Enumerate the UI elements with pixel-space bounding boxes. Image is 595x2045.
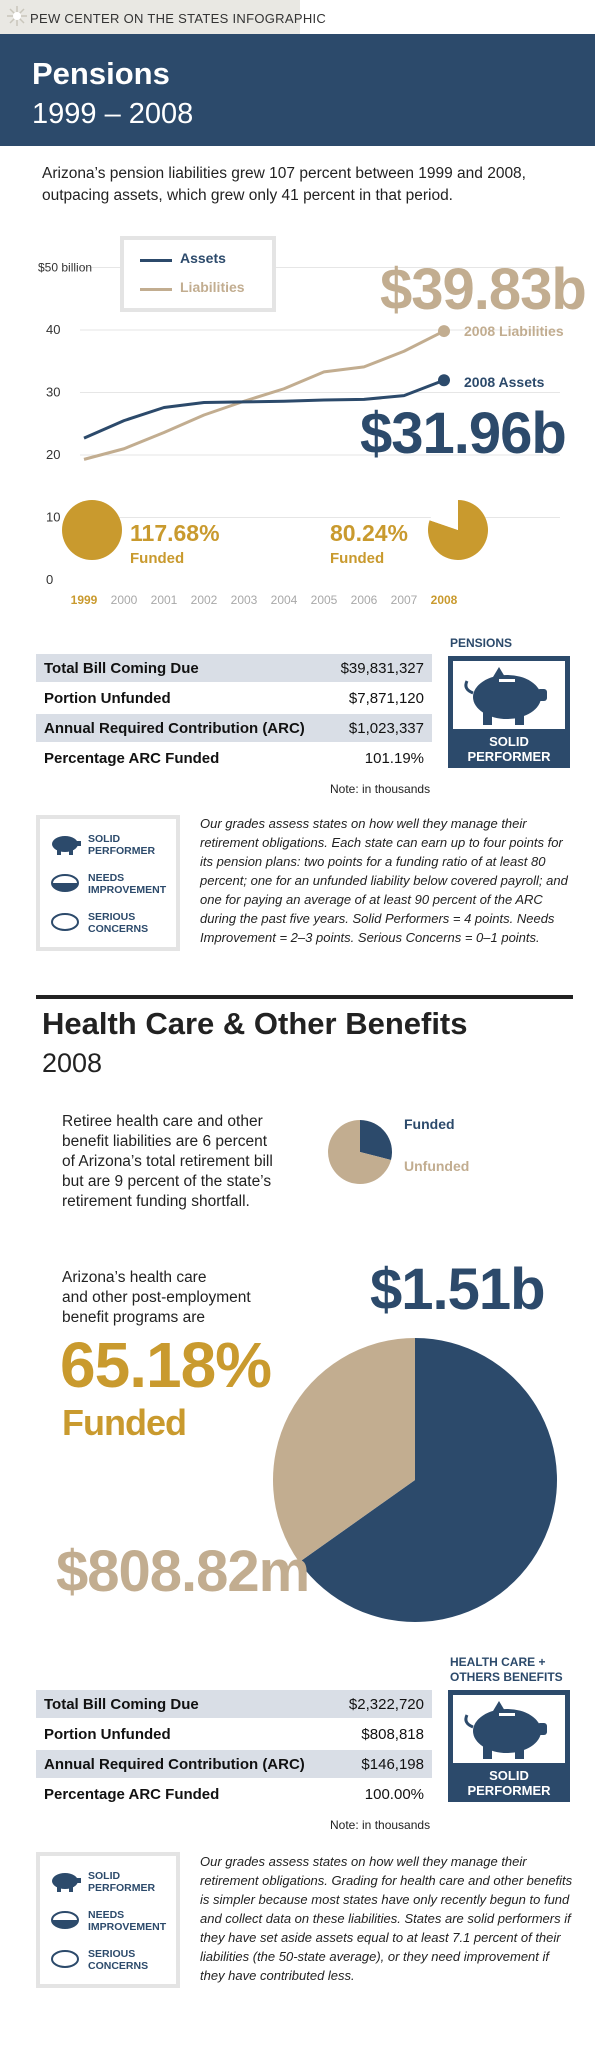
table-row xyxy=(36,744,432,772)
small-pie-funded-label: Funded xyxy=(404,1116,455,1132)
x-tick-label: 2001 xyxy=(150,593,178,607)
row-label: Portion Unfunded xyxy=(44,1726,171,1743)
section-rule xyxy=(36,995,573,999)
table-row xyxy=(36,1720,432,1748)
key-serious-concerns xyxy=(88,1948,148,1972)
health-table xyxy=(36,1690,432,1810)
needs-improvement-icon xyxy=(48,872,84,894)
health-funded-word: Funded xyxy=(62,1402,186,1443)
key-line: CONCERNS xyxy=(88,923,149,935)
page-title: Pensions xyxy=(32,56,170,91)
health-unfunded-big: $808.82m xyxy=(56,1539,310,1604)
y-tick-label: 30 xyxy=(46,384,61,400)
sunburst-icon xyxy=(6,5,28,27)
pension-intro: Arizona’s pension liabilities grew 107 percent between 1999 and 2008, outpacing assets, which grew only 41 percent in that period. xyxy=(42,165,526,204)
legend-swatch-assets xyxy=(140,259,172,262)
text-line: Retiree health care and other xyxy=(62,1113,263,1130)
key-line: PERFORMER xyxy=(88,1882,156,1894)
pension-note: Note: in thousands xyxy=(330,782,431,796)
x-tick-label: 2007 xyxy=(390,593,418,607)
health-funded-pct: 65.18% xyxy=(60,1329,272,1401)
badge-line2: PERFORMER xyxy=(467,749,551,764)
serious-concerns-icon xyxy=(48,911,84,933)
y-tick-label: 10 xyxy=(46,509,61,525)
row-value: $808,818 xyxy=(361,1726,424,1743)
health-share-text xyxy=(62,1112,302,1212)
health-total-big: $1.51b xyxy=(370,1257,545,1322)
health-badge xyxy=(448,1690,570,1802)
piggy-bank-icon xyxy=(453,661,565,729)
funded-2008-pct: 80.24% xyxy=(330,520,409,546)
series-endpoint-liabilities xyxy=(438,325,450,337)
row-value: $2,322,720 xyxy=(348,1696,424,1713)
needs-improvement-icon xyxy=(48,1909,84,1931)
x-tick-label: 2004 xyxy=(270,593,298,607)
y-tick-label: 20 xyxy=(46,447,61,462)
badge-inner xyxy=(453,1695,565,1763)
legend-swatch-liabilities xyxy=(140,288,172,291)
y-tick-label: 40 xyxy=(46,322,61,337)
row-value: $146,198 xyxy=(361,1756,424,1773)
row-label: Percentage ARC Funded xyxy=(44,1786,220,1803)
row-value: $1,023,337 xyxy=(348,720,424,737)
key-solid-performer xyxy=(88,833,155,857)
row-label: Total Bill Coming Due xyxy=(44,660,199,677)
row-label: Portion Unfunded xyxy=(44,690,171,707)
key-line: SOLID xyxy=(88,833,121,845)
legend-label-liabilities: Liabilities xyxy=(180,279,245,295)
grade-key-box xyxy=(36,815,180,951)
funded-2008-word: Funded xyxy=(330,550,385,567)
x-tick-label: 2008 xyxy=(430,593,458,607)
key-line: NEEDS xyxy=(88,1909,125,1921)
pie-slice xyxy=(62,500,122,560)
x-tick-label: 2005 xyxy=(310,593,338,607)
key-line: IMPROVEMENT xyxy=(88,884,167,896)
row-value: $39,831,327 xyxy=(340,660,424,677)
pension-badge-title: PENSIONS xyxy=(450,636,513,650)
small-pie-unfunded-label: Unfunded xyxy=(404,1158,470,1174)
piggy-bank-icon xyxy=(453,1695,565,1763)
serious-concerns-icon xyxy=(48,1948,84,1970)
text-line: of Arizona’s total retirement bill xyxy=(62,1153,273,1170)
text-line: benefit liabilities are 6 percent xyxy=(62,1133,268,1150)
badge-line1: SOLID xyxy=(489,1768,529,1783)
health-grades-text: Our grades assess states on how well they manage their retirement obligations. Grading for health care and other benefits is simpler because most states have only recently begun to fund and collect data on these liabilities. States are solid performers if they have set aside assets equal to at least 7.1 percent of their liabilities (the 50-state average), or they need improvement if they have contributed less. xyxy=(200,1854,573,1983)
table-row xyxy=(36,1780,432,1808)
badge-inner xyxy=(453,661,565,729)
grade-key-box xyxy=(36,1852,180,1988)
badge-line1: SOLID xyxy=(489,734,529,749)
text-line: benefit programs are xyxy=(62,1309,206,1326)
x-tick-label: 2006 xyxy=(350,593,378,607)
pension-table xyxy=(36,654,432,774)
text-line: but are 9 percent of the state’s xyxy=(62,1173,272,1190)
key-line: SOLID xyxy=(88,1870,121,1882)
series-endpoint-assets xyxy=(438,374,450,386)
row-label: Annual Required Contribution (ARC) xyxy=(44,720,305,737)
text-line: Arizona’s health care xyxy=(62,1269,207,1286)
key-line: SERIOUS xyxy=(88,1948,136,1960)
badge-title-line: OTHERS BENEFITS xyxy=(450,1670,563,1684)
key-line: IMPROVEMENT xyxy=(88,1921,167,1933)
key-line: NEEDS xyxy=(88,872,125,884)
table-row xyxy=(36,654,432,682)
assets-total: $31.96b xyxy=(360,401,566,466)
x-tick-label: 1999 xyxy=(70,593,98,607)
x-tick-label: 2000 xyxy=(110,593,138,607)
pension-grades-text: Our grades assess states on how well they manage their retirement obligations. Each state can earn up to four points for its pension plans: two points for a funding ratio of at least 80 percent; one for an unfunded liability below covered payroll; and one for paying an average of at least 90 percent of the ARC during the past five years. Solid Performers = 4 points. Needs Improvement = 2–3 points. Serious Concerns = 0–1 points. xyxy=(200,816,568,945)
row-value: $7,871,120 xyxy=(348,690,424,707)
row-value: 100.00% xyxy=(364,1786,424,1803)
key-serious-concerns xyxy=(88,911,148,935)
key-needs-improvement xyxy=(88,872,166,896)
badge-title-line: HEALTH CARE + xyxy=(450,1655,546,1669)
solid-performer-icon xyxy=(48,833,84,855)
row-label: Percentage ARC Funded xyxy=(44,750,220,767)
funded-1999-pct: 117.68% xyxy=(130,520,220,546)
health-section-year: 2008 xyxy=(42,1048,103,1078)
x-tick-label: 2003 xyxy=(230,593,258,607)
health-funded-pie xyxy=(270,1330,570,1630)
liabilities-total: $39.83b xyxy=(380,257,586,322)
text-line: retirement funding shortfall. xyxy=(62,1193,250,1210)
funded-1999-word: Funded xyxy=(130,550,185,567)
key-line: SERIOUS xyxy=(88,911,136,923)
table-row xyxy=(36,714,432,742)
legend-label-assets: Assets xyxy=(180,250,226,266)
text-line: and other post-employment xyxy=(62,1289,251,1306)
banner-text: PEW CENTER ON THE STATES INFOGRAPHIC xyxy=(30,11,327,26)
solid-performer-icon xyxy=(48,1870,84,1892)
assets-end-label: 2008 Assets xyxy=(464,374,545,390)
y-tick-label: $50 billion xyxy=(38,260,93,275)
row-label: Total Bill Coming Due xyxy=(44,1696,199,1713)
row-label: Annual Required Contribution (ARC) xyxy=(44,1756,305,1773)
key-needs-improvement xyxy=(88,1909,166,1933)
table-row xyxy=(36,1750,432,1778)
table-row xyxy=(36,684,432,712)
liabilities-end-label: 2008 Liabilities xyxy=(464,323,564,339)
x-tick-label: 2002 xyxy=(190,593,218,607)
badge-line2: PERFORMER xyxy=(467,1783,551,1798)
health-programs-text xyxy=(62,1268,322,1328)
chart-legend xyxy=(120,236,276,312)
key-line: CONCERNS xyxy=(88,1960,149,1972)
page-years: 1999 – 2008 xyxy=(32,98,194,130)
y-tick-label: 0 xyxy=(46,572,54,587)
table-row xyxy=(36,1690,432,1718)
health-badge-title xyxy=(450,1655,563,1685)
row-value: 101.19% xyxy=(364,750,424,767)
health-share-pie xyxy=(320,1112,400,1192)
key-solid-performer xyxy=(88,1870,155,1894)
pension-badge xyxy=(448,656,570,768)
health-note: Note: in thousands xyxy=(330,1818,431,1832)
health-section-title: Health Care & Other Benefits xyxy=(42,1006,468,1041)
key-line: PERFORMER xyxy=(88,845,156,857)
